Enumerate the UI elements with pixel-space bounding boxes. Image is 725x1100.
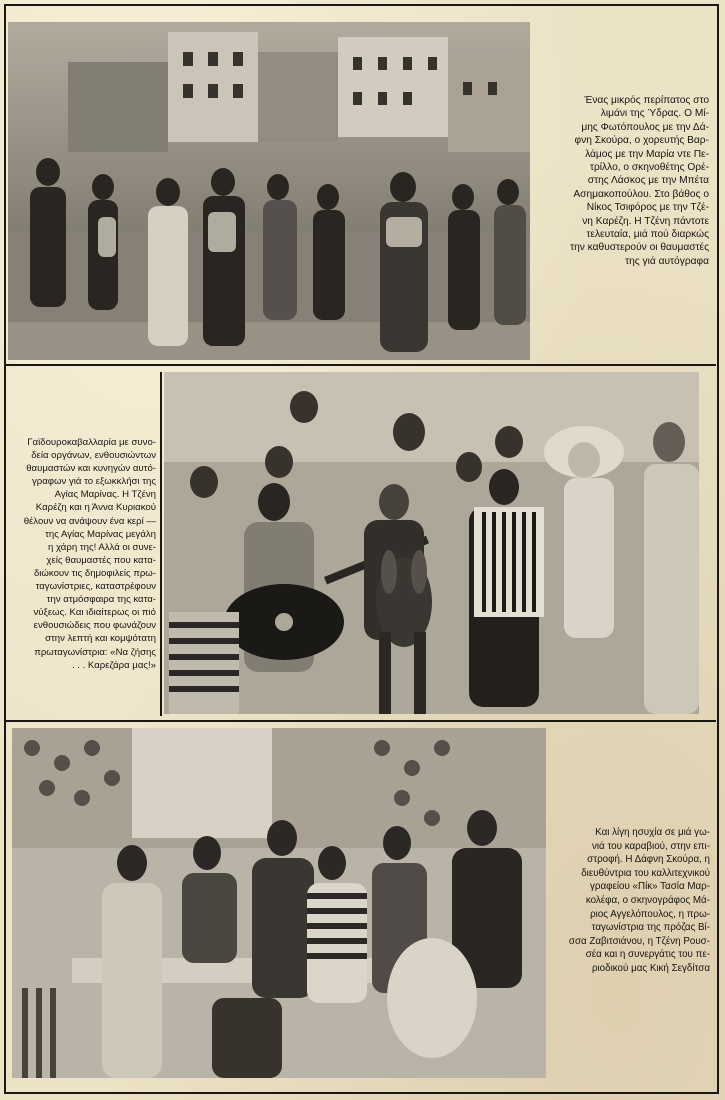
divider-middle — [6, 720, 716, 722]
photo-donkey-procession — [164, 372, 699, 714]
photo-hydra-harbour — [8, 22, 530, 360]
photo2-left-border — [160, 372, 162, 716]
caption-boat-return: Και λίγη ησυχία σε μιά γω- νιά του καραβιού, στην επι- στροφή. Η Δάφνη Σκούρα, η διευθύντρια του καλλιτεχνικού γραφείου «Πίκ» Τασία Μαρ- κολέφα, ο σκηνογράφος Μά- ριος Αγγελόπουλος, η πρω- ταγωνίστρια της πρόζας Βί- σσα Ζαβιτσιάνου, η Τζένη Ρουσ- σέα και η συνεργάτις του πε- ριοδικού μας Κική Σεγδίτσα — [568, 827, 710, 974]
caption-hydra-harbour: Ένας μικρός περίπατος στο λιμάνι της Ύδρας. Ο Μί- μης Φωτόπουλος με την Δά- φνη Σκούρα, ο χορευτής Βαρ- λάμος με την Μαρία ντε Πε- τρίλλο, ο σκηνοθέτης Ορέ- στης Λάσκος με την Μπέτα Ασημακοπούλου. Στο βάθος ο Νίκος Τσιφόρος με την Τζέ- νη Καρέζη. Η Τζένη πάντοτε τελευταία, μιά πού διαρκώς την καθυστερούν οι θαυμαστές της γιά αυτόγραφα — [570, 95, 709, 267]
caption-donkey-procession: Γαϊδουροκαβαλλαρία με συνο- δεία οργάνων, ενθουσιώντων θαυμαστών και κυνηγών αυτό- γραφων γιά το εξωκκλήσι της Αγίας Μαρίνας. Η Τζένη Καρέζη και η Άννα Κυριακού θέλουν να ανάψουν ένα κερί — της Αγίας Μαρίνας μεγάλη η χάρη της! Αλλά οι συνε- χείς θαυμαστές που κατα- διώκουν τις δημοφιλείς πρω- ταγωνίστριες, καταστρέφουν την ατμόσφαιρα της κατα- νύξεως. Και ιδιαίτερως οι πιό ενθουσιώδεις που φωνάζουν στην λεπτή και κομψότατη πρωταγωνίστρια: «Να ζήσης . . . Καρεζάρα μας!» — [23, 437, 156, 671]
divider-top — [6, 364, 716, 366]
photo-boat-return — [12, 728, 546, 1078]
